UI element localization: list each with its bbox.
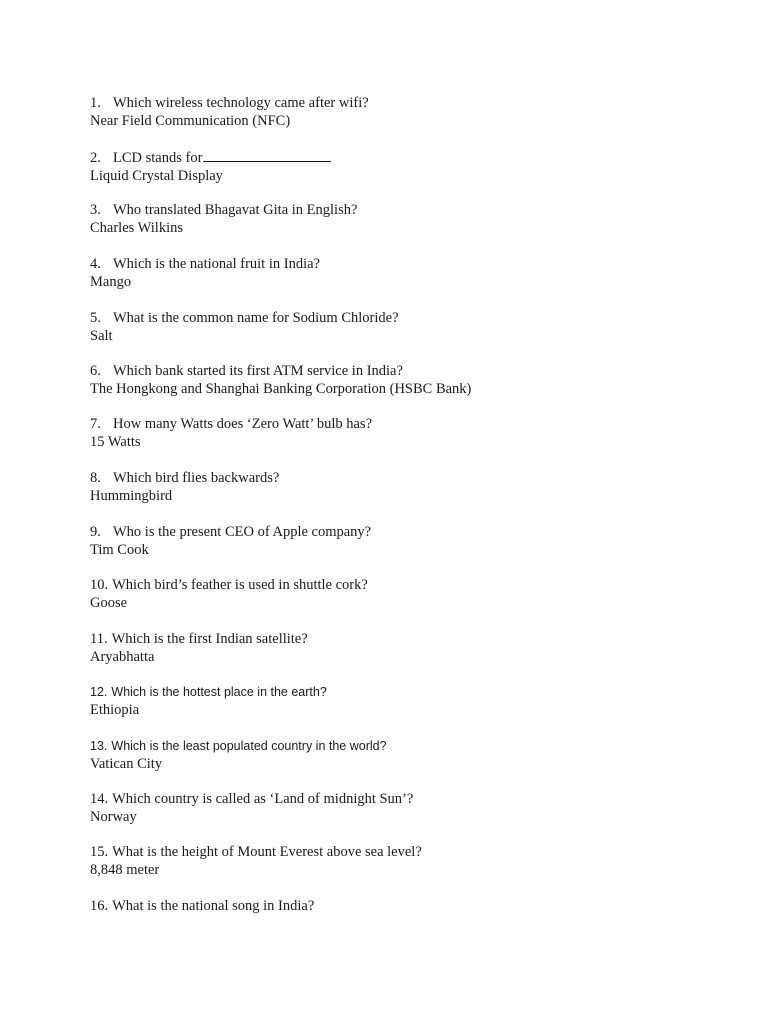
question-number: 5.: [90, 310, 101, 326]
question-number: 12.: [90, 685, 108, 699]
question-16: [90, 897, 730, 915]
answer-1: Near Field Communication (NFC): [90, 113, 291, 129]
question-number: 15.: [90, 844, 109, 860]
qa-item-3: [90, 201, 730, 237]
question-11: [90, 630, 730, 648]
question-14: [90, 790, 730, 808]
answer-12: Ethiopia: [90, 702, 140, 718]
question-number: 4.: [90, 256, 101, 272]
answer-15: 8,848 meter: [90, 862, 160, 878]
qa-item-8: [90, 469, 730, 505]
question-text: Which wireless technology came after wifi?: [113, 95, 369, 111]
question-text: Who translated Bhagavat Gita in English?: [113, 202, 358, 218]
answer-11: Aryabhatta: [90, 649, 155, 665]
question-number: 13.: [90, 739, 108, 753]
question-text: Which bird’s feather is used in shuttle cork?: [112, 577, 368, 593]
qa-item-5: [90, 309, 730, 345]
question-number: 3.: [90, 202, 101, 218]
answer-4: Mango: [90, 274, 132, 290]
qa-item-6: [90, 362, 730, 398]
question-text: What is the height of Mount Everest above sea level?: [112, 844, 422, 860]
question-4: [90, 255, 730, 273]
qa-item-4: [90, 255, 730, 291]
answer-2: Liquid Crystal Display: [90, 168, 223, 184]
question-number: 2.: [90, 150, 101, 166]
question-text: LCD stands for: [113, 150, 203, 166]
qa-item-13: [90, 737, 730, 773]
question-number: 11.: [90, 631, 108, 647]
qa-item-9: [90, 523, 730, 559]
question-number: 1.: [90, 95, 101, 111]
question-text: How many Watts does ‘Zero Watt’ bulb has?: [113, 416, 373, 432]
question-15: [90, 843, 730, 861]
question-number: 10.: [90, 577, 109, 593]
answer-7: 15 Watts: [90, 434, 141, 450]
question-number: 14.: [90, 791, 109, 807]
fill-in-blank: [203, 148, 331, 162]
qa-item-15: [90, 843, 730, 879]
question-text: Which is the national fruit in India?: [113, 256, 320, 272]
question-9: [90, 523, 730, 541]
qa-item-7: [90, 415, 730, 451]
answer-3: Charles Wilkins: [90, 220, 183, 236]
question-number: 16.: [90, 898, 109, 914]
question-1: [90, 94, 730, 112]
question-text: Who is the present CEO of Apple company?: [113, 524, 372, 540]
answer-14: Norway: [90, 809, 137, 825]
answer-6: The Hongkong and Shanghai Banking Corporation (HSBC Bank): [90, 381, 472, 397]
question-12: [90, 683, 730, 701]
answer-5: Salt: [90, 328, 113, 344]
question-2: [90, 148, 730, 167]
qa-item-12: [90, 683, 730, 719]
answer-8: Hummingbird: [90, 488, 173, 504]
question-text: What is the common name for Sodium Chloride?: [113, 310, 399, 326]
question-text: Which is the first Indian satellite?: [111, 631, 308, 647]
question-5: [90, 309, 730, 327]
question-13: [90, 737, 730, 755]
question-text: Which bank started its first ATM service in India?: [113, 363, 403, 379]
question-10: [90, 576, 730, 594]
question-text: Which country is called as ‘Land of midnight Sun’?: [112, 791, 414, 807]
question-8: [90, 469, 730, 487]
qa-item-2: [90, 148, 730, 185]
question-number: 8.: [90, 470, 101, 486]
qa-item-16: [90, 897, 730, 915]
question-text: What is the national song in India?: [112, 898, 315, 914]
answer-10: Goose: [90, 595, 128, 611]
qa-item-1: [90, 94, 730, 130]
question-7: [90, 415, 730, 433]
qa-item-14: [90, 790, 730, 826]
question-text: Which is the hottest place in the earth?: [111, 685, 327, 699]
answer-13: Vatican City: [90, 756, 163, 772]
question-6: [90, 362, 730, 380]
question-text: Which is the least populated country in the world?: [111, 739, 387, 753]
question-text: Which bird flies backwards?: [113, 470, 280, 486]
question-number: 9.: [90, 524, 101, 540]
answer-9: Tim Cook: [90, 542, 149, 558]
question-number: 6.: [90, 363, 101, 379]
question-number: 7.: [90, 416, 101, 432]
qa-item-10: [90, 576, 730, 612]
qa-item-11: [90, 630, 730, 666]
question-3: [90, 201, 730, 219]
